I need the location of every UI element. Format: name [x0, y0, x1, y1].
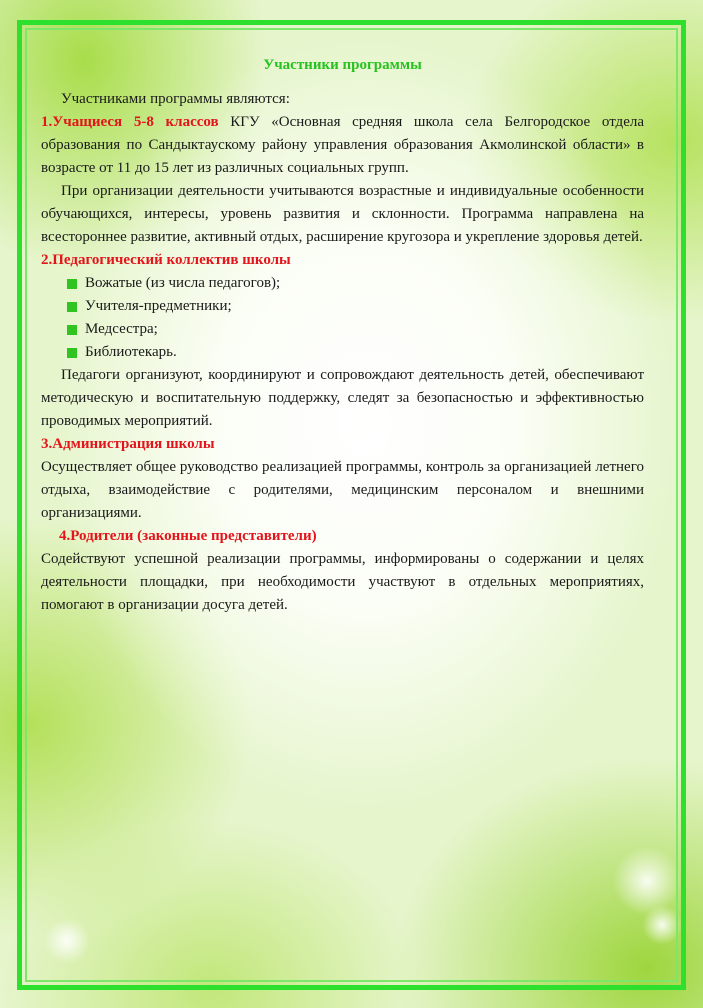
square-bullet-icon	[67, 302, 77, 312]
section3-description: Осуществляет общее руководство реализацией программы, контроль за организацией летнего отдыха, взаимодействие с родителями, медицинским персоналом и внешними организациями.	[41, 459, 644, 521]
section1-text: КГУ «Основная средняя школа села Белгородское отдела образования по Сандыктаускому району управления образования Акмолинской области» в возрасте от 11 до 15 лет из различных социальных групп.	[41, 114, 644, 176]
section2-heading: 2.Педагогический коллектив школы	[41, 252, 291, 268]
section1-paragraph	[41, 111, 644, 180]
list-item: Учителя-предметники;	[67, 295, 644, 318]
section1-heading: Учащиеся 5-8 классов	[52, 114, 219, 130]
section4-description: Содействуют успешной реализации программы, информированы о содержании и целях деятельности площадки, при необходимости участвуют в отдельных мероприятиях, помогают в организации досуга детей.	[41, 551, 644, 613]
square-bullet-icon	[67, 348, 77, 358]
section1-number: 1.	[41, 114, 53, 130]
staff-list	[41, 272, 644, 364]
page-title: Участники программы	[263, 57, 422, 73]
list-item: Библиотекарь.	[67, 341, 644, 364]
square-bullet-icon	[67, 325, 77, 335]
section2-description: Педагоги организуют, координируют и сопровождают деятельность детей, обеспечивают методическую и воспитательную поддержку, следят за безопасностью и эффективностью проводимых мероприятий.	[41, 367, 644, 429]
intro-text: Участниками программы являются:	[61, 91, 290, 107]
section4-heading: 4.Родители (законные представители)	[59, 528, 317, 544]
list-item: Вожатые (из числа педагогов);	[67, 272, 644, 295]
square-bullet-icon	[67, 279, 77, 289]
section1-description: При организации деятельности учитываются возрастные и индивидуальные особенности обучающихся, интересы, уровень развития и склонности. Программа направлена на всестороннее развитие, активный отдых, расширение кругозора и укрепление здоровья детей.	[41, 183, 644, 245]
document-body	[41, 54, 644, 617]
list-item: Медсестра;	[67, 318, 644, 341]
section3-heading: 3.Администрация школы	[41, 436, 215, 452]
